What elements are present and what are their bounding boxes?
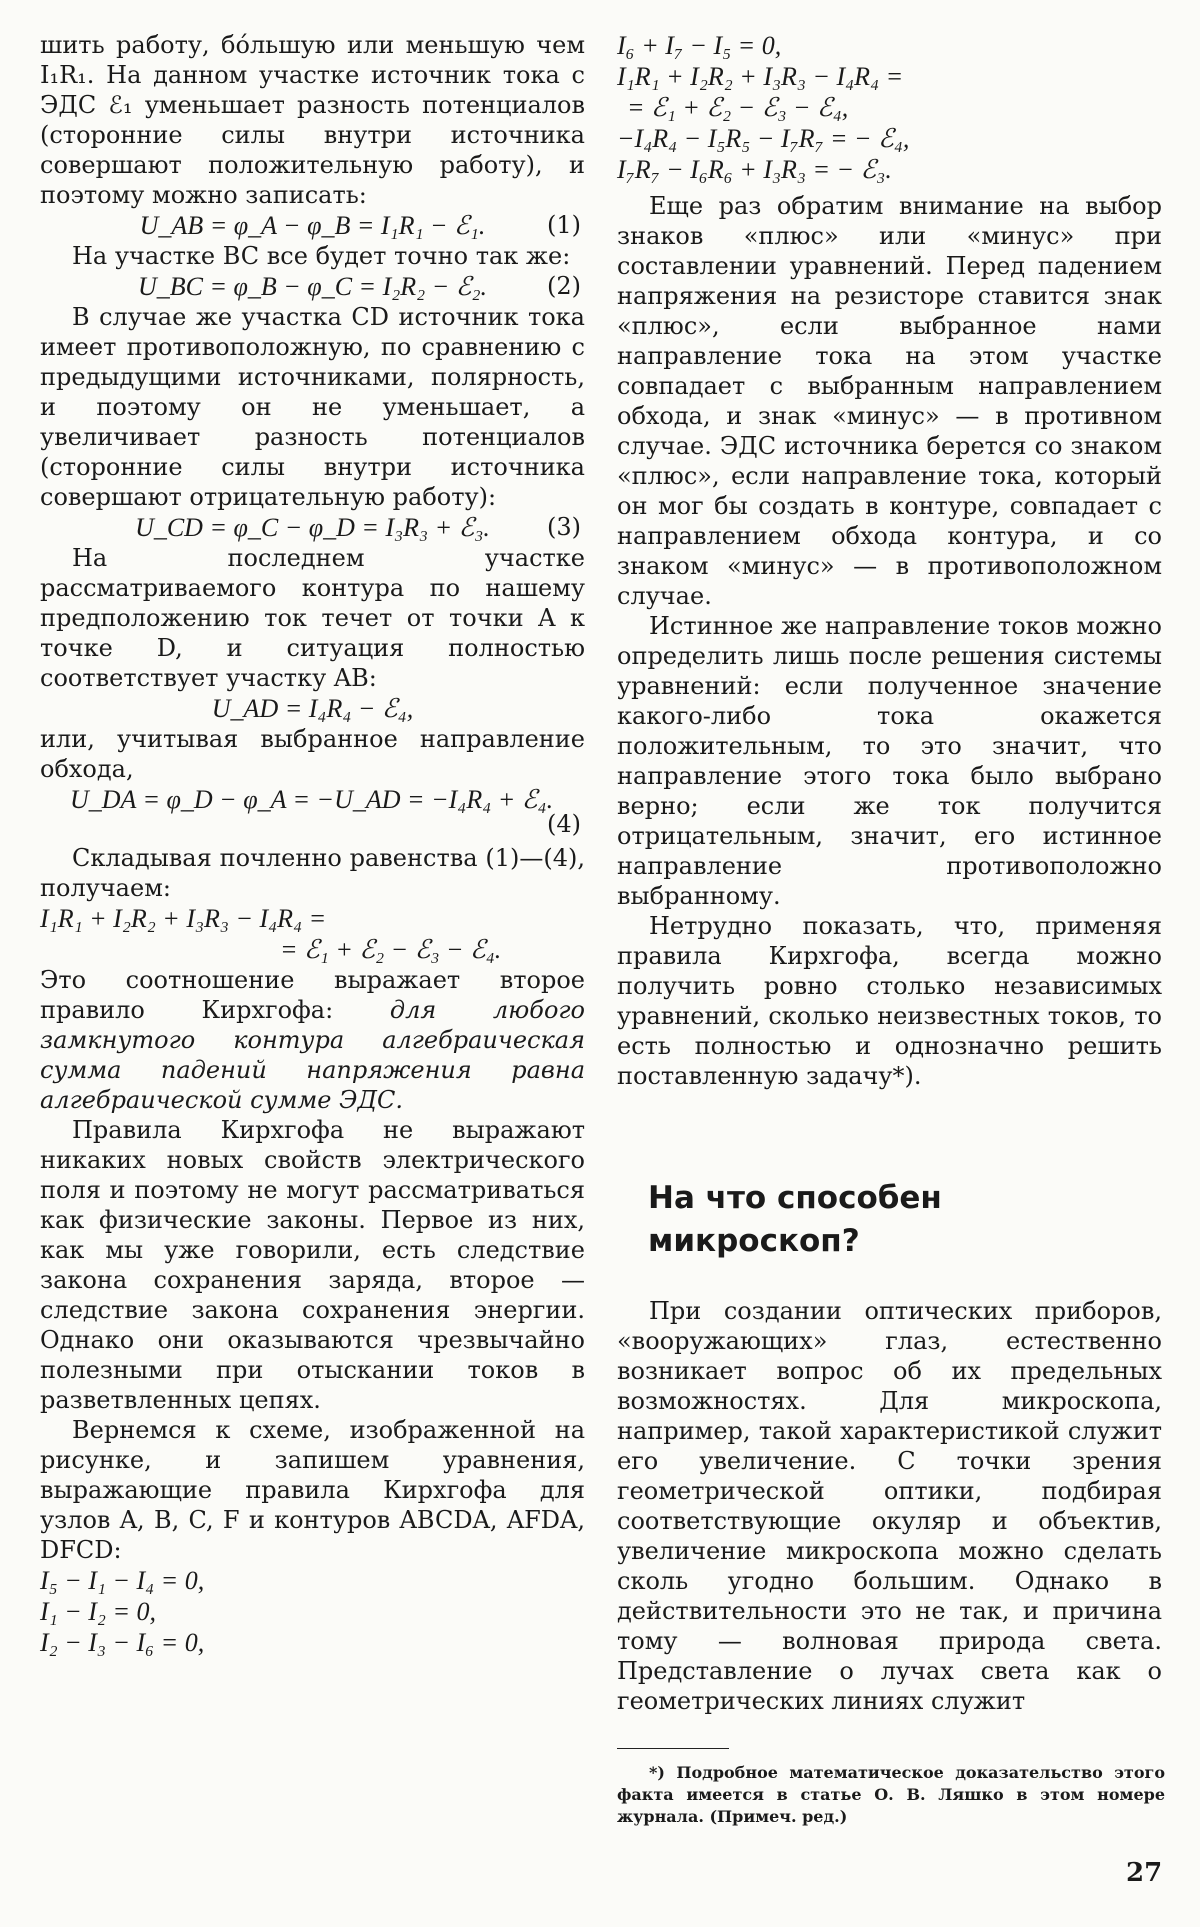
system-eq-7: −I₄R₄ − I₅R₅ − I₇R₇ = − ℰ₄, — [617, 124, 910, 153]
equation-4-number: (4) — [547, 810, 581, 838]
system-eq-8: I₇R₇ − I₆R₆ + I₃R₃ = − ℰ₃. — [617, 155, 892, 184]
system-eq-4: I₆ + I₇ − I₅ = 0, — [617, 31, 782, 60]
kirchhoff-rule-statement: для любого замкнутого контура алгебраическая сумма падений напряжения равна алгебраической сумме ЭДС. — [40, 996, 585, 1114]
equation-4-number-row — [40, 810, 585, 843]
footnote — [617, 1762, 1165, 1828]
section-title: На что способен микроскоп? — [648, 1180, 942, 1259]
paragraph-7 — [40, 965, 585, 1115]
footnote-text: *) Подробное математическое доказательство этого факта имеется в статье О. В. Ляшко в этом номере журнала. (Примеч. ред.) — [617, 1763, 1165, 1826]
system-eq-6: = ℰ₁ + ℰ₂ − ℰ₃ − ℰ₄, — [627, 93, 849, 122]
paragraph-4: На последнем участке рассматриваемого контура по нашему предположению ток течет от точки A к точке D, и ситуация полностью соответствует участку AB: — [40, 544, 585, 692]
footnote-divider — [617, 1748, 729, 1749]
paragraph-r1: Еще раз обратим внимание на выбор знаков «плюс» или «минус» при составлении уравнений. Перед падением напряжения на резисторе ставится знак «плюс», если выбранное нами направление тока на этом участке совпадает с выбранным направлением обхода, и знак «минус» — в противном случае. ЭДС источника берется со знаком «плюс», если направление тока, который он мог бы создать в контуре, совпадает с направлением обхода контура, и со знаком «минус» — в противоположном случае. — [617, 192, 1162, 610]
equation-3 — [40, 512, 585, 543]
paragraph-1: шить работу, бо́льшую или меньшую чем I₁R₁. На данном участке источник тока с ЭДС ℰ₁ уменьшает разность потенциалов (сторонние силы внутри источника совершают положительную работу), и поэтому можно записать: — [40, 31, 585, 209]
paragraph-3: В случае же участка CD источник тока имеет противоположную, по сравнению с предыдущими источниками, полярность, и поэтому он не уменьшает, а увеличивает разность потенциалов (сторонние силы внутри источника совершают отрицательную работу): — [40, 303, 585, 511]
paragraph-r3: Нетрудно показать, что, применяя правила Кирхгофа, всегда можно получить ровно столько независимых уравнений, сколько неизвестных токов, то есть полностью и однозначно решить поставленную задачу*). — [617, 912, 1162, 1090]
page-number: 27 — [1126, 1858, 1163, 1888]
system-eq-5: I₁R₁ + I₂R₂ + I₃R₃ − I₄R₄ = — [617, 62, 904, 91]
left-column — [40, 30, 585, 1658]
right-column — [617, 30, 1162, 1091]
equation-4a: U_AD = I₄R₄ − ℰ₄, — [211, 694, 414, 723]
system-eq-3: I₂ − I₃ − I₆ = 0, — [40, 1628, 205, 1657]
paragraph-8: Правила Кирхгофа не выражают никаких новых свойств электрического поля и поэтому не могут рассматриваться как физические законы. Первое из них, как мы уже говорили, есть следствие закона сохранения заряда, второе — следствие закона сохранения энергии. Однако они оказываются чрезвычайно полезными при отыскании токов в разветвленных цепях. — [40, 1116, 585, 1414]
paragraph-5: или, учитывая выбранное направление обхода, — [40, 725, 585, 783]
equation-3-number: (3) — [547, 513, 581, 541]
equation-5b: = ℰ₁ + ℰ₂ − ℰ₃ − ℰ₄. — [280, 935, 502, 964]
system-eq-2: I₁ − I₂ = 0, — [40, 1597, 156, 1626]
equation-4b: U_DA = φ_D − φ_A = −U_AD = −I₄R₄ + ℰ₄. — [70, 785, 554, 814]
system-eq-1: I₅ − I₁ − I₄ = 0, — [40, 1566, 205, 1595]
equation-1 — [40, 210, 585, 241]
paragraph-r2: Истинное же направление токов можно определить лишь после решения системы уравнений: если полученное значение какого-либо тока окажется положительным, то это значит, что направление этого тока было выбрано верно; если же ток получится отрицательным, значит, его истинное направление противоположно выбранному. — [617, 612, 1162, 910]
equation-2-number: (2) — [547, 272, 581, 300]
paragraph-r4: При создании оптических приборов, «вооружающих» глаз, естественно возникает вопрос об их предельных возможностях. Для микроскопа, например, такой характеристикой служит его увеличение. С точки зрения геометрической оптики, подбирая соответствующие окуляр и объектив, увеличение микроскопа можно сделать сколь угодно большим. Однако в действительности это не так, и причина тому — волновая природа света. Представление о лучах света как о геометрических линиях служит — [617, 1297, 1162, 1715]
paragraph-7-lead: Это соотношение выражает второе правило Кирхгофа: — [40, 966, 585, 1024]
equation-1-text: U_AB = φ_A − φ_B = I₁R₁ − ℰ₁. — [139, 211, 486, 240]
paragraph-9: Вернемся к схеме, изображенной на рисунке, и запишем уравнения, выражающие правила Кирхгофа для узлов A, B, C, F и контуров ABCDA, AFDA, DFCD: — [40, 1416, 585, 1564]
equation-1-number: (1) — [547, 211, 581, 239]
equation-2-text: U_BC = φ_B − φ_C = I₂R₂ − ℰ₂. — [137, 272, 488, 301]
paragraph-6: Складывая почленно равенства (1)—(4), получаем: — [40, 844, 585, 902]
paragraph-2: На участке BC все будет точно так же: — [72, 242, 571, 270]
equation-2 — [40, 271, 585, 302]
section-body — [617, 1296, 1162, 1716]
equation-3-text: U_CD = φ_C − φ_D = I₃R₃ + ℰ₃. — [135, 513, 490, 542]
equation-5a: I₁R₁ + I₂R₂ + I₃R₃ − I₄R₄ = — [40, 904, 327, 933]
